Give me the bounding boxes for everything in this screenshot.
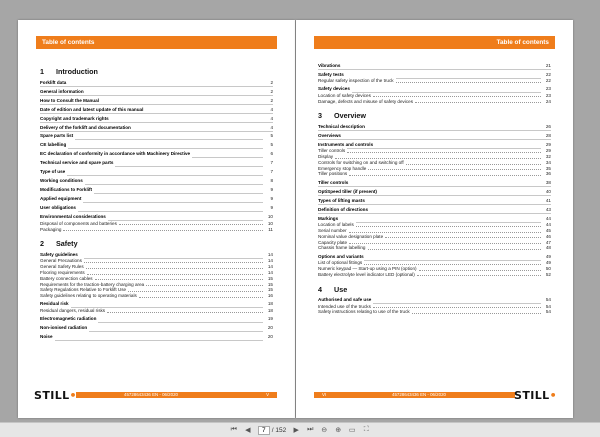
toc-entry-title: Emergency stop handle xyxy=(318,165,367,171)
toc-entry[interactable] xyxy=(40,116,273,122)
first-page-icon[interactable]: ⏮ xyxy=(230,426,237,433)
toc-entry-title: General Safety Rules xyxy=(40,264,84,270)
toc-entry-page: 4 xyxy=(263,116,273,122)
toc-entry-title: Electromagnetic radiation xyxy=(40,316,97,322)
toc-leader xyxy=(370,211,541,212)
toc-leader xyxy=(373,307,541,308)
toc-entry[interactable] xyxy=(40,151,273,157)
toc-entry[interactable] xyxy=(40,334,273,340)
toc-leader xyxy=(107,312,263,313)
still-logo: STILL• xyxy=(34,389,77,402)
toc-entry-page: 49 xyxy=(541,254,551,260)
toc-entry-page: 10 xyxy=(263,221,273,227)
toc-section-heading[interactable] xyxy=(318,284,551,295)
toc-leader xyxy=(98,320,263,321)
toc-entry-page: 7 xyxy=(263,169,273,175)
section-number: 2 xyxy=(40,239,44,249)
footer-band xyxy=(314,392,515,398)
toc-leader xyxy=(139,297,263,298)
toc-leader xyxy=(396,82,541,83)
toc-entry-page: 11 xyxy=(263,227,273,233)
toc-entry-title: Tiller controls xyxy=(318,148,346,154)
toc-entry-page: 4 xyxy=(263,107,273,113)
toc-leader xyxy=(349,232,541,233)
toc-leader xyxy=(94,192,263,193)
toc-entry[interactable] xyxy=(318,189,551,195)
toc-entry-page: 50 xyxy=(541,266,551,272)
toc-entry-title: Date of edition and latest update of this manual xyxy=(40,106,144,112)
toc-leader xyxy=(415,102,541,103)
toc-content-right xyxy=(318,60,551,315)
toc-leader xyxy=(63,230,263,231)
page-footer-right xyxy=(296,378,573,404)
toc-leader xyxy=(108,219,263,220)
zoom-out-icon[interactable]: ⊖ xyxy=(321,427,328,434)
toc-entry-title: Location of labels xyxy=(318,222,354,228)
toc-entry-page: 48 xyxy=(541,245,551,251)
toc-leader xyxy=(342,67,541,68)
toc-entry-page: 34 xyxy=(541,160,551,166)
toc-entry-page: 26 xyxy=(541,124,551,130)
next-page-icon[interactable]: ▶ xyxy=(293,427,299,434)
toc-entry[interactable] xyxy=(318,309,551,315)
section-title: Overview xyxy=(334,111,366,121)
toc-content-left xyxy=(40,60,273,341)
toc-entry-page: 5 xyxy=(263,133,273,139)
toc-section-heading[interactable] xyxy=(40,66,273,77)
toc-entry-page: 21 xyxy=(541,63,551,69)
toc-entry[interactable] xyxy=(318,207,551,213)
toc-entry-page: 49 xyxy=(541,260,551,266)
toc-entry[interactable] xyxy=(318,133,551,139)
toc-entry-title: Intended use of the trucks xyxy=(318,303,371,309)
toc-entry-title: Options and variants xyxy=(318,253,364,259)
toc-entry-title: Residual dangers, residual risks xyxy=(40,307,106,313)
toc-entry[interactable] xyxy=(40,160,273,166)
toc-entry[interactable] xyxy=(40,293,273,299)
left-page xyxy=(18,20,295,418)
toc-entry[interactable] xyxy=(40,187,273,193)
page-footer-left xyxy=(18,378,295,404)
toc-entry-title: Safety guidelines relating to operating materials xyxy=(40,293,137,299)
page-total: / 152 xyxy=(271,426,287,434)
toc-leader xyxy=(128,291,263,292)
toc-entry-page: 38 xyxy=(541,180,551,186)
toc-leader xyxy=(349,243,541,244)
toc-entry-page: 35 xyxy=(541,166,551,172)
toc-header-bar: Table of contents xyxy=(314,36,555,49)
toc-entry-page: 45 xyxy=(541,228,551,234)
toc-leader xyxy=(335,158,541,159)
toc-leader xyxy=(75,138,263,139)
toc-entry-title: Applied equipment xyxy=(40,196,82,202)
toc-entry-title: Chassis frame labelling xyxy=(318,245,366,251)
toc-entry-page: 9 xyxy=(263,205,273,211)
toc-leader xyxy=(368,249,542,250)
toc-entry-title: Spare parts list xyxy=(40,133,74,139)
toc-entry-page: 32 xyxy=(541,154,551,160)
toc-entry-page: 43 xyxy=(541,207,551,213)
toc-entry-page: 22 xyxy=(541,72,551,78)
page-navigator xyxy=(258,426,286,435)
toc-entry-title: OptiSpeed tiller (if present) xyxy=(318,188,377,194)
toc-entry-title: Location of safety devices xyxy=(318,92,371,98)
toc-leader xyxy=(111,120,263,121)
toc-entry-title: Serial number xyxy=(318,228,347,233)
toc-entry-title: Forklift data xyxy=(40,79,67,85)
toc-entry-page: 54 xyxy=(541,297,551,303)
toc-entry-page: 19 xyxy=(263,316,273,322)
toc-entry-page: 9 xyxy=(263,187,273,193)
toc-leader xyxy=(87,274,263,275)
toc-entry[interactable] xyxy=(318,99,551,105)
toc-entry-page: 5 xyxy=(263,142,273,148)
toc-entry-title: EC declaration of conformity in accordance with Machinery Directive xyxy=(40,151,191,157)
toc-leader xyxy=(68,147,263,148)
footer-page-number: VI xyxy=(322,392,327,397)
fit-page-icon[interactable]: ▭ xyxy=(348,427,356,434)
toc-entry-title: Delivery of the forklift and documentation xyxy=(40,124,131,130)
toc-entry-page: 40 xyxy=(541,189,551,195)
toc-entry-page: 47 xyxy=(541,240,551,246)
toc-entry-page: 41 xyxy=(541,198,551,204)
toc-entry-title: Safety guidelines xyxy=(40,251,78,257)
toc-entry-page: 2 xyxy=(263,89,273,95)
toc-entry[interactable] xyxy=(40,205,273,211)
toc-entry-page: 14 xyxy=(263,258,273,264)
toc-leader xyxy=(367,128,541,129)
toc-entry-page: 14 xyxy=(263,264,273,270)
toc-entry-title: Working conditions xyxy=(40,178,83,184)
toc-entry-title: Requirements for the traction-battery charging area xyxy=(40,281,145,287)
toc-entry-title: Types of lifting masts xyxy=(318,197,365,203)
toc-entry-title: Safety devices xyxy=(318,86,350,92)
toc-leader xyxy=(350,184,541,185)
toc-entry-page: 29 xyxy=(541,148,551,154)
toc-entry-title: Technical service and spare parts xyxy=(40,160,114,166)
toc-leader xyxy=(349,175,541,176)
toc-leader xyxy=(89,329,263,330)
toc-entry[interactable] xyxy=(40,169,273,175)
toc-entry-title: Display xyxy=(318,154,334,160)
toc-entry-title: Disposal of components and batteries xyxy=(40,220,117,226)
toc-leader xyxy=(375,146,541,147)
toc-entry-title: Numeric keypad — Start-up using a PIN (option) xyxy=(318,265,417,271)
toc-leader xyxy=(352,91,541,92)
toc-entry-title: Safety tests xyxy=(318,71,344,77)
toc-entry-page: 36 xyxy=(541,171,551,177)
toc-leader xyxy=(133,129,263,130)
toc-entry[interactable] xyxy=(40,178,273,184)
toc-entry[interactable] xyxy=(318,245,551,251)
toc-entry-page: 15 xyxy=(263,287,273,293)
toc-entry-page: 7 xyxy=(263,160,273,166)
toc-entry[interactable] xyxy=(40,316,273,322)
toc-entry-page: 6 xyxy=(263,151,273,157)
toc-entry-page: 14 xyxy=(263,270,273,276)
toc-entry-title: Overviews xyxy=(318,132,341,138)
toc-entry-title: Regular safety inspection of the truck xyxy=(318,77,394,83)
toc-leader xyxy=(368,169,541,170)
viewer-toolbar xyxy=(0,422,600,437)
toc-entry[interactable] xyxy=(40,134,273,140)
toc-entry[interactable] xyxy=(40,227,273,233)
toc-leader xyxy=(364,264,541,265)
toc-entry-page: 29 xyxy=(541,142,551,148)
toc-leader xyxy=(78,210,263,211)
toc-leader xyxy=(346,76,541,77)
toc-leader xyxy=(373,301,541,302)
toc-entry-title: Modifications to Forklift xyxy=(40,187,93,193)
toc-leader xyxy=(80,256,263,257)
toc-entry-page: 15 xyxy=(263,282,273,288)
toc-leader xyxy=(145,111,263,112)
toc-leader xyxy=(417,275,541,276)
toc-entry-title: Battery connection cables xyxy=(40,275,93,281)
toc-leader xyxy=(412,313,541,314)
toc-leader xyxy=(419,270,541,271)
toc-entry[interactable] xyxy=(318,180,551,186)
toc-entry-page: 9 xyxy=(263,196,273,202)
toc-leader xyxy=(55,338,263,339)
toc-entry[interactable] xyxy=(318,78,551,84)
toc-entry[interactable] xyxy=(318,198,551,204)
toc-entry-page: 54 xyxy=(541,309,551,315)
toc-entry-page: 52 xyxy=(541,272,551,278)
toc-leader xyxy=(84,262,263,263)
toc-entry-title: Environmental considerations xyxy=(40,214,106,220)
toc-leader xyxy=(101,102,263,103)
toc-leader xyxy=(356,226,541,227)
toc-entry-title: Noise xyxy=(40,334,53,340)
toc-leader xyxy=(83,201,263,202)
toc-entry-title: Residual risk xyxy=(40,301,69,307)
toc-leader xyxy=(367,202,541,203)
fullscreen-icon[interactable]: ⛶ xyxy=(363,426,369,433)
toc-entry-page: 46 xyxy=(541,234,551,240)
toc-leader xyxy=(379,193,541,194)
toc-entry-title: Damage, defects and misuse of safety devices xyxy=(318,98,413,104)
toc-leader xyxy=(373,96,541,97)
toc-entry-page: 18 xyxy=(263,308,273,314)
toc-entry-title: Nominal value designation plate xyxy=(318,233,384,239)
toc-entry-title: Controls for switching on and switching off xyxy=(318,159,404,165)
toc-entry-title: User obligations xyxy=(40,205,76,211)
toc-leader xyxy=(347,152,541,153)
toc-leader xyxy=(146,285,263,286)
page-number-input[interactable] xyxy=(258,426,270,435)
toc-section-heading[interactable] xyxy=(40,238,273,249)
toc-entry-title: Technical description xyxy=(318,123,365,129)
toc-entry-page: 15 xyxy=(263,276,273,282)
toc-entry-page: 2 xyxy=(263,98,273,104)
toc-entry-title: Flooring requirements xyxy=(40,269,85,275)
toc-entry-page: 14 xyxy=(263,252,273,258)
toc-leader xyxy=(406,164,541,165)
toc-entry-page: 10 xyxy=(263,214,273,220)
section-title: Safety xyxy=(56,239,78,249)
toc-entry-title: Safety instructions relating to use of the truck xyxy=(318,309,410,315)
toc-entry-title: Vibrations xyxy=(318,62,341,68)
footer-doc-number: 45728643436 EN - 06/2020 xyxy=(124,392,178,397)
prev-page-icon[interactable]: ◀ xyxy=(245,427,251,434)
toc-entry-page: 54 xyxy=(541,304,551,310)
toc-entry-title: Non-ionised radiation xyxy=(40,325,88,331)
footer-doc-number: 45728643436 EN - 06/2020 xyxy=(392,392,446,397)
section-title: Introduction xyxy=(56,67,98,76)
section-title: Use xyxy=(334,284,348,294)
section-number: 1 xyxy=(40,67,44,76)
toc-entry[interactable] xyxy=(40,196,273,202)
toc-entry-title: Authorised and safe use xyxy=(318,297,372,303)
toc-entry-page: 22 xyxy=(541,78,551,84)
toc-entry[interactable] xyxy=(318,124,551,130)
toc-entry-title: Packaging xyxy=(40,226,62,232)
toc-entry[interactable] xyxy=(318,171,551,177)
toc-leader xyxy=(68,84,263,85)
toc-leader xyxy=(67,174,263,175)
toc-entry[interactable] xyxy=(318,272,551,278)
toc-header-bar: Table of contents xyxy=(36,36,277,49)
toc-entry[interactable] xyxy=(40,142,273,148)
toc-leader xyxy=(340,220,541,221)
toc-leader xyxy=(85,183,263,184)
toc-entry-title: Copyright and trademark rights xyxy=(40,115,109,121)
toc-entry-page: 18 xyxy=(263,301,273,307)
toc-entry-page: 24 xyxy=(541,99,551,105)
toc-entry-page: 23 xyxy=(541,86,551,92)
section-number: 3 xyxy=(318,111,322,121)
toc-entry-title: How to Consult the Manual xyxy=(40,97,99,103)
toc-entry-title: List of optional fittings xyxy=(318,260,363,266)
toc-entry-title: Safety Regulations Relative to Forklift Use xyxy=(40,287,127,293)
toc-entry[interactable] xyxy=(318,63,551,69)
toc-leader xyxy=(95,279,263,280)
toc-leader xyxy=(86,93,263,94)
toc-entry-title: General Precautions xyxy=(40,258,82,264)
toc-entry-title: Definition of directions xyxy=(318,206,369,212)
toc-entry[interactable] xyxy=(40,325,273,331)
toc-leader xyxy=(366,258,541,259)
toc-entry-title: CE labelling xyxy=(40,142,67,148)
toc-entry-page: 8 xyxy=(263,178,273,184)
toc-entry-page: 28 xyxy=(541,133,551,139)
footer-band xyxy=(76,392,277,398)
right-page xyxy=(296,20,573,418)
zoom-in-icon[interactable]: ⊕ xyxy=(335,427,342,434)
toc-entry[interactable] xyxy=(40,308,273,314)
toc-entry-title: Markings xyxy=(318,215,339,221)
toc-entry[interactable] xyxy=(40,89,273,95)
toc-leader xyxy=(192,156,263,157)
toc-entry[interactable] xyxy=(40,125,273,131)
toc-entry-page: 2 xyxy=(263,80,273,86)
toc-leader xyxy=(86,268,263,269)
toc-entry-page: 44 xyxy=(541,222,551,228)
toc-entry-title: Tiller positions xyxy=(318,171,348,177)
toc-entry[interactable] xyxy=(40,107,273,113)
toc-entry-title: Capacity plate xyxy=(318,239,348,245)
toc-leader xyxy=(119,224,263,225)
toc-entry-page: 20 xyxy=(263,334,273,340)
toc-leader xyxy=(343,137,541,138)
still-logo: STILL• xyxy=(514,389,557,402)
last-page-icon[interactable]: ⏭ xyxy=(307,426,314,433)
toc-section-heading[interactable] xyxy=(318,110,551,121)
toc-entry-title: Tiller controls xyxy=(318,179,349,185)
toc-leader xyxy=(115,165,263,166)
toc-entry-title: Type of use xyxy=(40,169,66,175)
toc-entry-page: 16 xyxy=(263,293,273,299)
toc-entry-title: General information xyxy=(40,88,84,94)
toc-entry[interactable] xyxy=(40,98,273,104)
toc-entry-page: 44 xyxy=(541,216,551,222)
toc-entry[interactable] xyxy=(40,80,273,86)
toc-entry-title: Battery electrolyte level indicator LED (optional) xyxy=(318,271,415,277)
toc-leader xyxy=(71,306,263,307)
section-number: 4 xyxy=(318,284,322,294)
footer-page-number: V xyxy=(266,392,269,397)
toc-entry-page: 20 xyxy=(263,325,273,331)
toc-leader xyxy=(385,237,541,238)
toc-entry-page: 23 xyxy=(541,93,551,99)
toc-entry-page: 4 xyxy=(263,125,273,131)
toc-entry-title: Instruments and controls xyxy=(318,141,374,147)
